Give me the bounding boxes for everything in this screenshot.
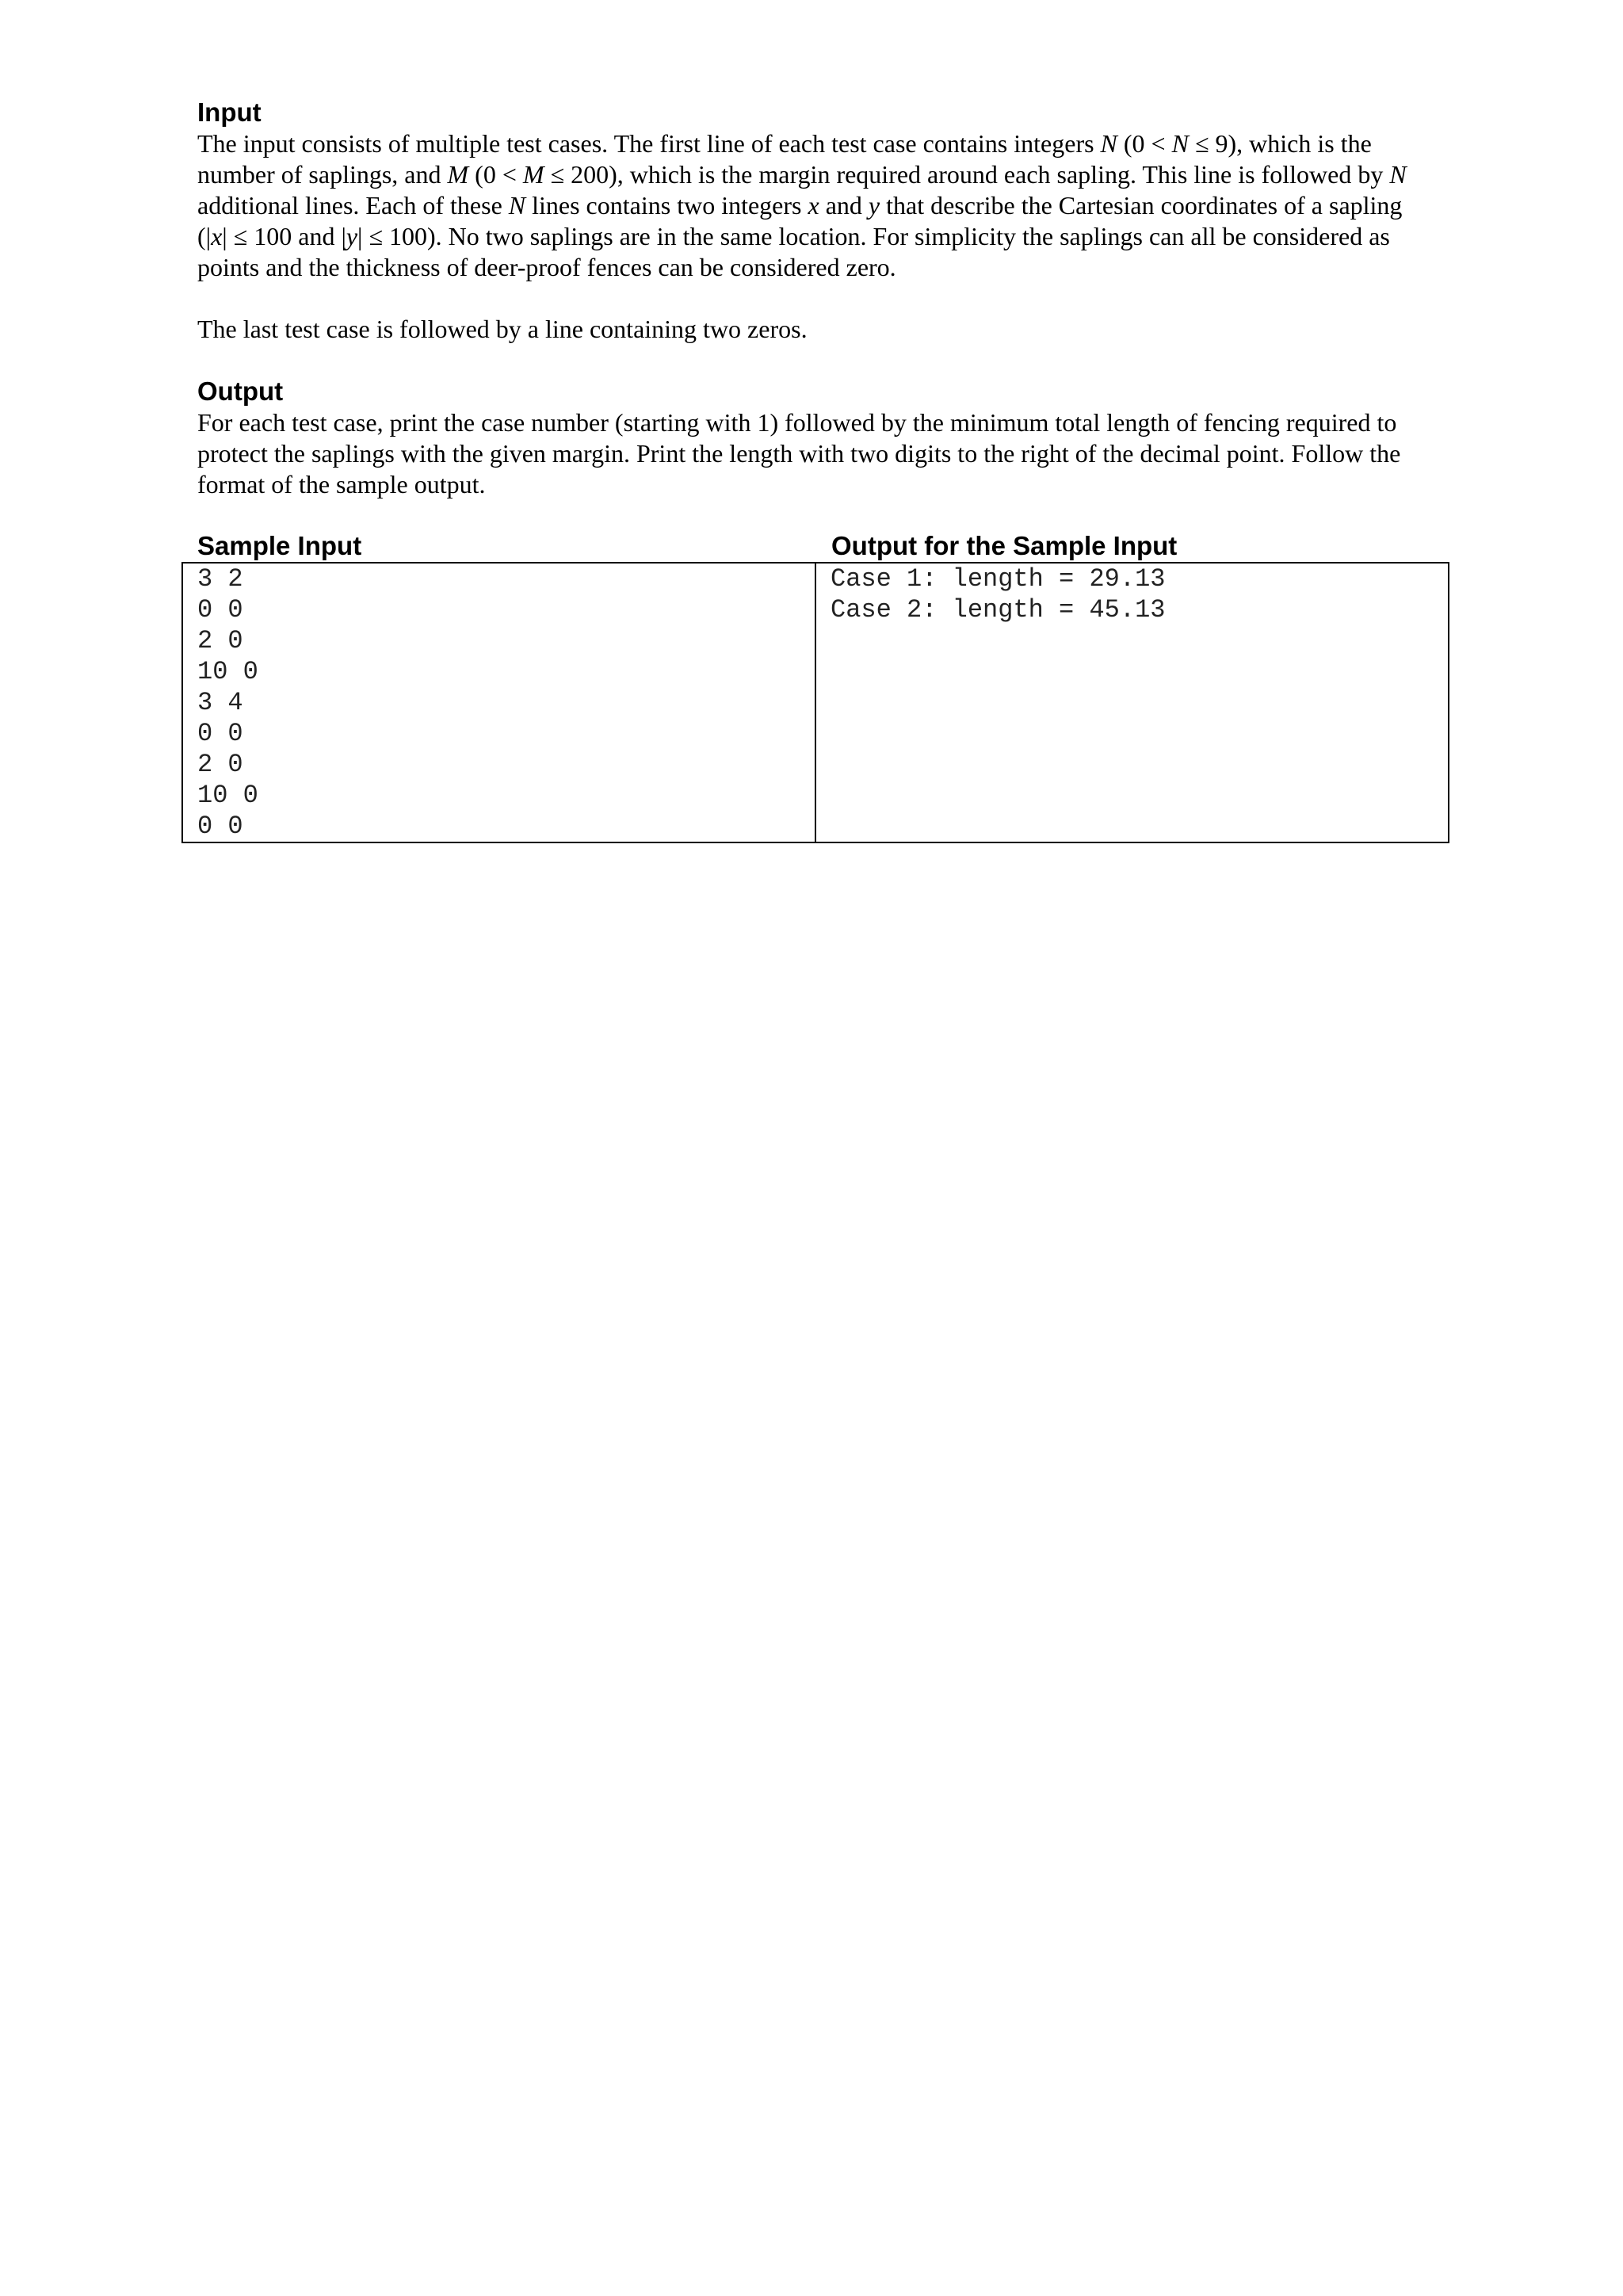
sample-input-line: 0 0 <box>197 719 243 748</box>
sample-output-cell <box>815 563 1449 842</box>
input-heading: Input <box>197 97 262 127</box>
output-description: For each test case, print the case number (starting with 1) followed by the minimum total length of fencing required to protect the saplings with the given margin. Print the length with two digits to the right of the decimal point. Follow the format of the sample output. <box>197 408 1401 499</box>
sample-input-heading: Sample Input <box>197 531 362 560</box>
sample-table <box>181 562 1449 843</box>
sample-input-line: 2 0 <box>197 750 243 779</box>
output-heading: Output <box>197 376 284 406</box>
sample-output-heading: Output for the Sample Input <box>831 531 1178 560</box>
sample-output-line: Case 1: length = 29.13 <box>831 564 1166 594</box>
sample-input-line: 10 0 <box>197 781 258 810</box>
sample-input-line: 0 0 <box>197 812 243 841</box>
sample-input-cell <box>182 563 815 842</box>
sample-output-line: Case 2: length = 45.13 <box>831 595 1166 625</box>
problem-page <box>197 97 1434 843</box>
sample-input-line: 3 2 <box>197 564 243 594</box>
sample-input-line: 3 4 <box>197 688 243 717</box>
sample-input-line: 2 0 <box>197 626 243 655</box>
sample-headers <box>181 532 1449 562</box>
sample-input-line: 0 0 <box>197 595 243 625</box>
input-description: The input consists of multiple test cases. The first line of each test case contains integers N (0 < N ≤ 9), which is the number of saplings, and M (0 < M ≤ 200), which is the margin required around each sapling. This line is followed by N additional lines. Each of these N lines contains two integers x and y that describe the Cartesian coordinates of a sapling (|x| ≤ 100 and |y| ≤ 100). No two saplings are in the same location. For simplicity the saplings can all be considered as points and the thickness of deer-proof fences can be considered zero. <box>197 129 1407 281</box>
sample-input-line: 10 0 <box>197 657 258 686</box>
input-terminator-note: The last test case is followed by a line containing two zeros. <box>197 315 808 343</box>
